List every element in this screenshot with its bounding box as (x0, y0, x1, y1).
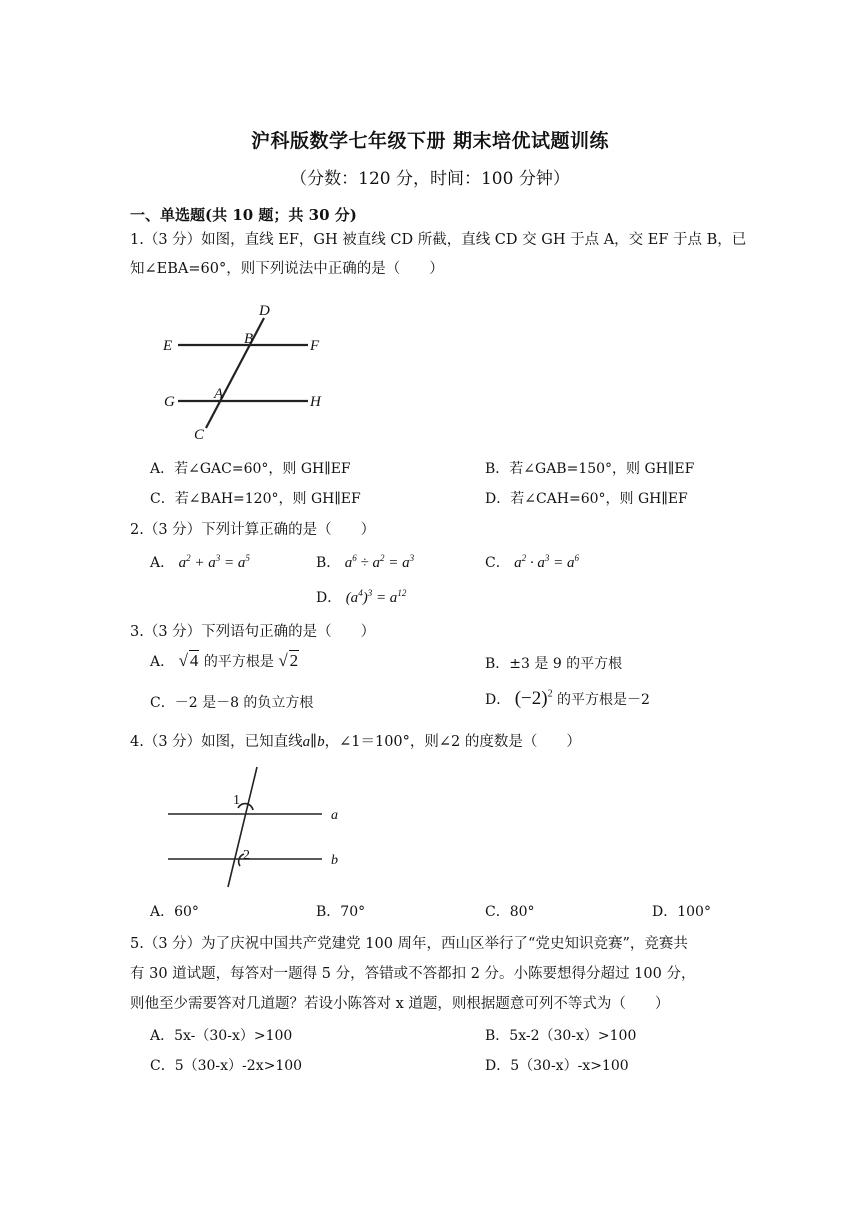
angle-1-arc (238, 804, 253, 810)
section-heading: 一、单选题(共 10 题；共 30 分) (130, 206, 357, 224)
q2-option-d-label: D． (316, 590, 342, 606)
label-b: B (244, 331, 254, 347)
q5-stem-line3: 则他至少需要答对几道题？若设小陈答对 x 道题，则根据题意可列不等式为（ ） (130, 996, 670, 1012)
q5-option-c[interactable]: C．5（30-x）-2x>100 (150, 1058, 303, 1074)
label-c: C (194, 427, 205, 443)
q3-option-d-text: 的平方根是－2 (557, 692, 650, 708)
q1-stem-line2: 知∠EBA=60°，则下列说法中正确的是（ ） (130, 261, 444, 277)
q2-option-b[interactable] (316, 552, 414, 572)
label-h: H (310, 394, 321, 410)
q4-option-d[interactable]: D．100° (652, 904, 711, 920)
q1-option-b[interactable]: B．若∠GAB=150°，则 GH∥EF (485, 461, 695, 477)
q1-option-d[interactable]: D．若∠CAH=60°，则 GH∥EF (485, 491, 688, 507)
q4-option-a[interactable]: A．60° (150, 904, 199, 920)
angle-1-label: 1 (233, 793, 240, 808)
q3-stem: 3.（3 分）下列语句正确的是（ ） (130, 624, 376, 640)
q3-option-d-expr: $(-2)^2$ (514, 688, 553, 709)
angle-2-label: 2 (243, 848, 250, 863)
q1-option-c[interactable]: C．若∠BAH=120°，则 GH∥EF (150, 491, 361, 507)
q1-figure (158, 298, 338, 443)
label-g: G (164, 394, 175, 410)
label-a: A (214, 386, 224, 402)
q5-option-a[interactable]: A．5x-（30-x）>100 (150, 1028, 293, 1044)
q4-stem-pre: 4.（3 分）如图，已知直线 (130, 734, 303, 750)
q2-option-c-label: C． (485, 555, 510, 571)
q4-figure (160, 762, 350, 892)
q3-option-d-label: D． (485, 692, 511, 708)
q1-stem-line1: 1.（3 分）如图，直线 EF，GH 被直线 CD 所截，直线 CD 交 GH 于点 A，交 EF 于点 B，已 (130, 232, 747, 248)
q2-option-c[interactable] (485, 552, 579, 572)
q3-option-d[interactable] (485, 688, 650, 710)
label-f: F (310, 338, 320, 354)
q2-option-d-expr: $(a^4)^3 = a^{12}$ (345, 588, 407, 606)
line-b-label: b (331, 853, 338, 868)
q2-option-a-label: A． (150, 555, 175, 571)
line-cd (206, 318, 264, 428)
q1-option-a[interactable]: A．若∠GAC=60°，则 GH∥EF (150, 461, 351, 477)
line-a-label: a (331, 808, 338, 823)
q3-option-a[interactable] (150, 651, 299, 671)
q3-option-c[interactable]: C．－2 是－8 的负立方根 (150, 695, 314, 711)
q2-stem: 2.（3 分）下列计算正确的是（ ） (130, 522, 376, 538)
q5-stem-line2: 有 30 道试题，每答对一题得 5 分，答错或不答都扣 2 分。小陈要想得分超过 100 分， (130, 966, 696, 982)
q2-option-a[interactable] (150, 552, 250, 572)
q4-option-b[interactable]: B．70° (316, 904, 366, 920)
sqrt-4: √ 4 (178, 651, 199, 670)
label-e: E (163, 338, 173, 354)
label-d: D (259, 303, 270, 319)
q4-stem (130, 730, 581, 751)
q2-option-d[interactable] (316, 587, 406, 607)
q2-option-b-label: B． (316, 555, 341, 571)
q3-option-a-label: A． (150, 654, 175, 670)
transversal (228, 767, 257, 887)
q5-stem-line1: 5.（3 分）为了庆祝中国共产党建党 100 周年，西山区举行了“党史知识竞赛”，竞赛共 (130, 936, 688, 952)
q2-option-c-expr: $a^2 \cdot a^3 = a^6$ (514, 553, 580, 571)
q2-option-a-expr: $a^2 + a^3 = a^5$ (178, 553, 250, 571)
q5-option-d[interactable]: D．5（30-x）-x>100 (485, 1058, 629, 1074)
page-title: 沪科版数学七年级下册 期末培优试题训练 (250, 130, 610, 152)
q4-stem-post: ，∠1＝100°，则∠2 的度数是（ ） (324, 734, 581, 750)
q4-option-c[interactable]: C．80° (485, 904, 535, 920)
q3-option-a-text: 的平方根是 (203, 654, 279, 670)
q5-option-b[interactable]: B．5x-2（30-x）>100 (485, 1028, 637, 1044)
sqrt-2: √ 2 (278, 651, 299, 670)
page-subtitle: （分数：120 分，时间：100 分钟） (290, 169, 570, 189)
q4-stem-relation: a∥b (302, 734, 325, 750)
q2-option-b-expr: $a^6 \div a^2 = a^3$ (344, 553, 415, 571)
q3-option-b[interactable]: B．±3 是 9 的平方根 (485, 656, 623, 672)
